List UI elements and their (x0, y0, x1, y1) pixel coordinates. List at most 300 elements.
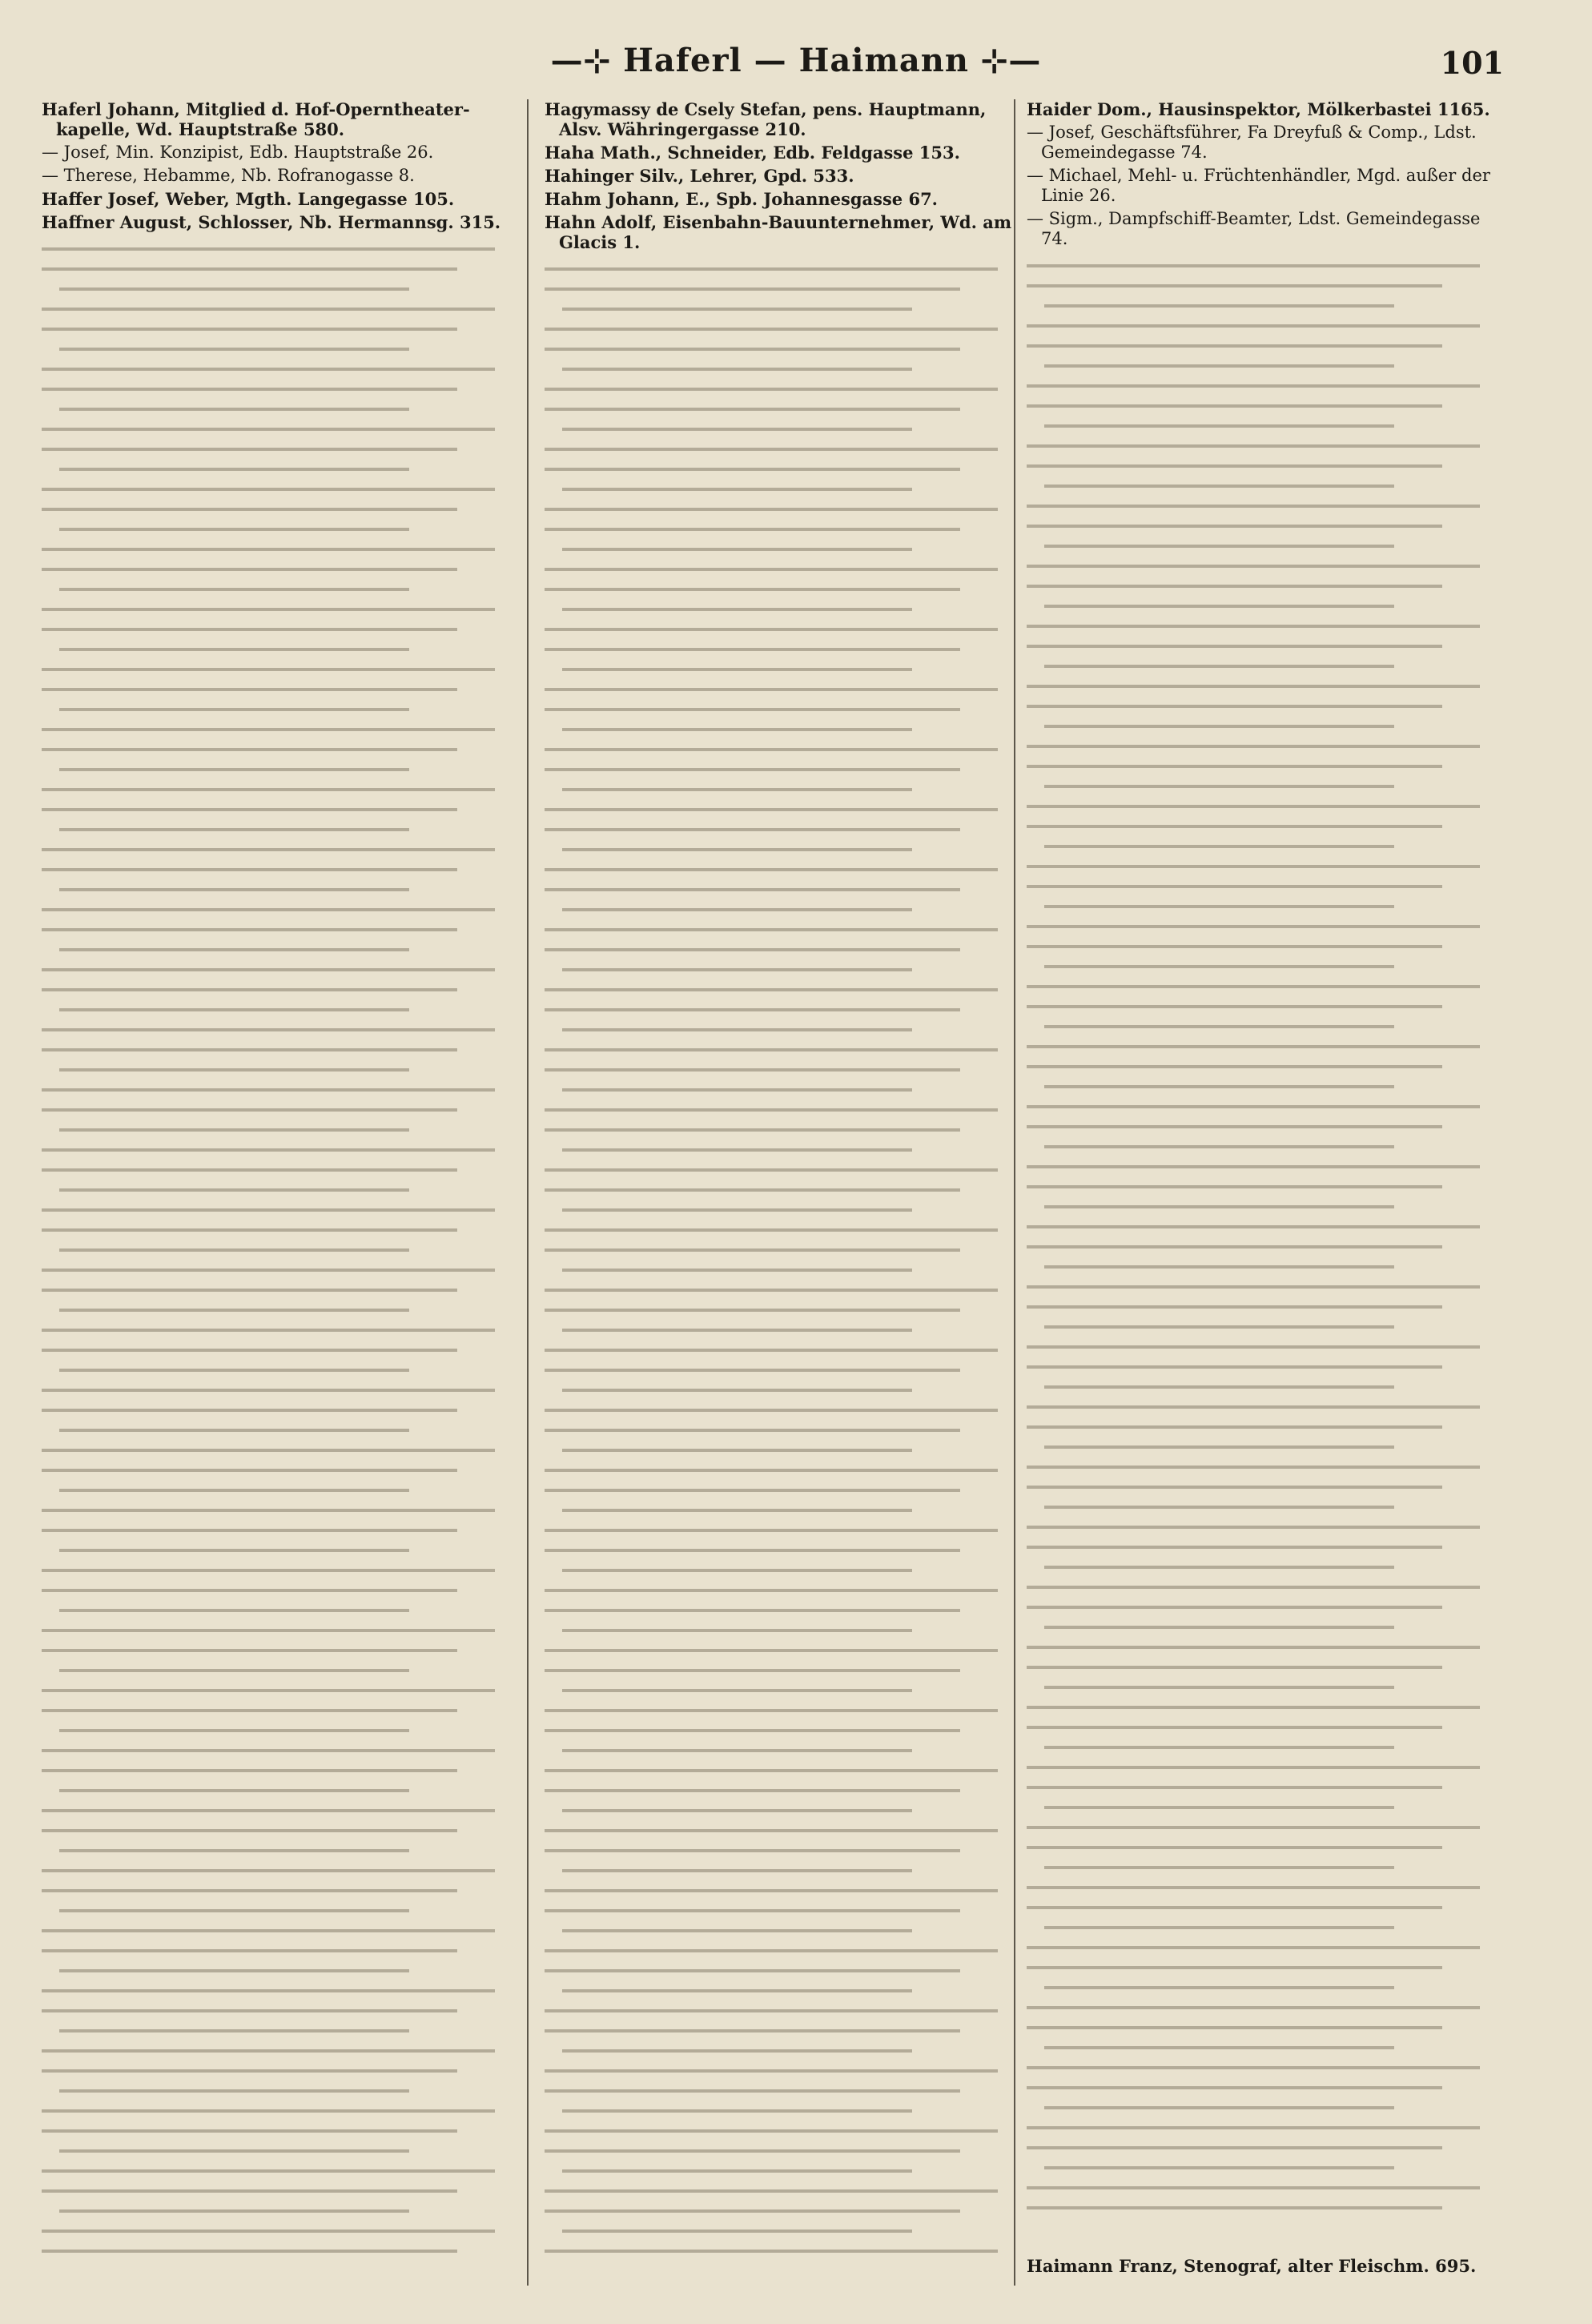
text-line (545, 359, 1017, 379)
text-line (42, 1680, 514, 1700)
text-line (42, 299, 514, 319)
text-line (1027, 556, 1499, 576)
text-line (1027, 1196, 1499, 1216)
text-line (42, 1280, 514, 1300)
text-line (42, 879, 514, 899)
text-line (1027, 2197, 1499, 2217)
text-line (42, 899, 514, 919)
text-line (545, 499, 1017, 519)
text-line (1027, 1457, 1499, 1477)
text-line (42, 419, 514, 439)
text-line (42, 279, 514, 299)
text-line (1027, 1817, 1499, 1837)
text-line (545, 939, 1017, 959)
text-line (1027, 316, 1499, 336)
text-line (545, 899, 1017, 919)
text-line (1027, 1236, 1499, 1256)
text-line (545, 919, 1017, 939)
text-line (1027, 856, 1499, 876)
text-line (42, 1019, 514, 1039)
text-line (1027, 2077, 1499, 2097)
text-line (545, 1480, 1017, 1500)
text-line (545, 1019, 1017, 1039)
text-line (42, 1440, 514, 1460)
text-line (545, 319, 1017, 339)
text-line (42, 619, 514, 639)
directory-entry: Haferl Johann, Mitglied d. Hof-Operntheater-kapelle, Wd. Hauptstraße 580. (42, 99, 470, 139)
text-line (545, 839, 1017, 859)
directory-column-middle (545, 99, 1017, 2286)
directory-entry: Hagymassy de Csely Stefan, pens. Hauptmann, Alsv. Währingergasse 210. (545, 99, 987, 139)
column-divider (527, 99, 529, 2286)
text-line (1027, 1677, 1499, 1697)
page-number: 101 (1440, 45, 1504, 81)
text-line (1027, 436, 1499, 456)
directory-entry: Hahinger Silv., Lehrer, Gpd. 533. (545, 166, 854, 186)
directory-entry: — Sigm., Dampfschiff-Beamter, Ldst. Gemeindegasse 74. (1027, 209, 1481, 248)
text-line (545, 1500, 1017, 1520)
text-line (545, 1780, 1017, 1800)
text-line (1027, 1977, 1499, 1997)
text-line (545, 779, 1017, 799)
text-line (1027, 456, 1499, 476)
text-line (545, 399, 1017, 419)
text-line (545, 2141, 1017, 2161)
text-line (545, 719, 1017, 739)
text-line (1027, 1657, 1499, 1677)
text-line (42, 239, 514, 259)
text-line (1027, 976, 1499, 996)
text-line (42, 1640, 514, 1660)
text-line (545, 2161, 1017, 2181)
text-line (1027, 1597, 1499, 1617)
text-line (545, 1160, 1017, 1180)
directory-column-right (1027, 99, 1499, 2286)
text-line (1027, 1036, 1499, 1056)
text-line (1027, 1877, 1499, 1897)
text-line (42, 1160, 514, 1180)
text-line (42, 1960, 514, 1980)
text-line (42, 1560, 514, 1580)
text-line (545, 1960, 1017, 1980)
text-line (1027, 2057, 1499, 2077)
text-line (1027, 1297, 1499, 1317)
text-line (42, 1360, 514, 1380)
directory-entry: — Therese, Hebamme, Nb. Rofranogasse 8. (42, 166, 415, 185)
text-line (545, 1600, 1017, 1620)
text-line (1027, 916, 1499, 936)
text-line (42, 739, 514, 759)
text-line (545, 1560, 1017, 1580)
text-line (545, 1180, 1017, 1200)
text-line (42, 319, 514, 339)
text-line (42, 1740, 514, 1760)
text-line (42, 2161, 514, 2181)
text-line (1027, 1397, 1499, 1417)
text-line (1027, 1757, 1499, 1777)
text-line (42, 1059, 514, 1080)
text-line (545, 519, 1017, 539)
text-line (1027, 1176, 1499, 1196)
text-line (545, 1800, 1017, 1820)
text-line (545, 379, 1017, 399)
text-line (545, 2201, 1017, 2221)
text-line (545, 339, 1017, 359)
text-line (1027, 2097, 1499, 2117)
text-line (42, 1400, 514, 1420)
text-line (545, 2020, 1017, 2041)
text-line (42, 2141, 514, 2161)
text-line (1027, 816, 1499, 836)
text-line (1027, 896, 1499, 916)
text-line (1027, 996, 1499, 1016)
text-line (1027, 576, 1499, 596)
text-line (545, 599, 1017, 619)
text-line (545, 419, 1017, 439)
text-line (1027, 836, 1499, 856)
text-line (42, 519, 514, 539)
text-line (545, 1240, 1017, 1260)
text-line (545, 1340, 1017, 1360)
text-line (545, 1760, 1017, 1780)
text-line (42, 1940, 514, 1960)
directory-entry: Hahm Johann, E., Spb. Johannesgasse 67. (545, 189, 938, 209)
text-line (1027, 336, 1499, 356)
text-line (545, 1720, 1017, 1740)
text-line (42, 799, 514, 819)
text-line (1027, 1957, 1499, 1977)
text-line (1027, 1357, 1499, 1377)
text-line (42, 1180, 514, 1200)
text-line (1027, 936, 1499, 956)
text-line (42, 1800, 514, 1820)
text-line (42, 1620, 514, 1640)
text-line (1027, 2157, 1499, 2177)
text-line (545, 1300, 1017, 1320)
text-lines (1027, 255, 1499, 2217)
text-line (42, 1480, 514, 1500)
text-line (42, 1660, 514, 1680)
text-line (42, 2000, 514, 2020)
text-line (1027, 636, 1499, 656)
text-line (42, 2081, 514, 2101)
text-line (545, 1860, 1017, 1880)
text-line (42, 2181, 514, 2201)
text-line (545, 2221, 1017, 2241)
directory-entry: Haimann Franz, Stenograf, alter Fleischm. 695. (1027, 2256, 1477, 2276)
text-line (545, 1640, 1017, 1660)
text-line (545, 699, 1017, 719)
text-line (42, 399, 514, 419)
text-line (545, 1740, 1017, 1760)
text-line (1027, 1096, 1499, 1116)
text-line (545, 479, 1017, 499)
text-line (42, 359, 514, 379)
text-line (1027, 1537, 1499, 1557)
text-line (1027, 1937, 1499, 1957)
text-line (545, 1100, 1017, 1120)
text-lines (42, 239, 514, 2261)
text-line (1027, 1997, 1499, 2017)
text-line (42, 659, 514, 679)
text-line (1027, 1016, 1499, 1036)
text-line (1027, 616, 1499, 636)
text-line (1027, 716, 1499, 736)
text-line (42, 779, 514, 799)
text-line (42, 2041, 514, 2061)
directory-entry: Haha Math., Schneider, Edb. Feldgasse 153. (545, 143, 960, 163)
text-line (545, 559, 1017, 579)
text-line (545, 1280, 1017, 1300)
text-line (545, 1700, 1017, 1720)
text-line (545, 1980, 1017, 2000)
text-line (42, 699, 514, 719)
text-line (42, 499, 514, 519)
text-line (42, 1840, 514, 1860)
text-line (1027, 516, 1499, 536)
text-line (42, 539, 514, 559)
text-line (1027, 1256, 1499, 1277)
text-line (42, 2241, 514, 2261)
text-line (1027, 1697, 1499, 1717)
text-line (545, 1320, 1017, 1340)
directory-entry: Haffner August, Schlosser, Nb. Hermannsg. 315. (42, 212, 501, 232)
text-line (1027, 396, 1499, 416)
text-line (42, 859, 514, 879)
text-line (1027, 656, 1499, 676)
text-line (545, 659, 1017, 679)
directory-entry: — Michael, Mehl- u. Früchtenhändler, Mgd. außer der Linie 26. (1027, 166, 1490, 205)
text-line (42, 2061, 514, 2081)
text-line (42, 439, 514, 459)
text-line (42, 2101, 514, 2121)
text-line (1027, 1917, 1499, 1937)
text-line (1027, 1737, 1499, 1757)
text-line (545, 1880, 1017, 1900)
text-line (42, 1039, 514, 1059)
text-line (42, 1980, 514, 2000)
text-line (42, 919, 514, 939)
text-line (545, 1200, 1017, 1220)
text-line (545, 619, 1017, 639)
text-line (545, 1220, 1017, 1240)
text-line (42, 979, 514, 999)
text-line (1027, 1076, 1499, 1096)
text-line (1027, 736, 1499, 756)
text-line (545, 1820, 1017, 1840)
text-line (545, 1940, 1017, 1960)
text-line (545, 2041, 1017, 2061)
text-line (1027, 1777, 1499, 1797)
text-line (1027, 776, 1499, 796)
text-line (1027, 1617, 1499, 1637)
text-line (42, 1860, 514, 1880)
text-line (545, 299, 1017, 319)
text-line (1027, 1517, 1499, 1537)
text-line (545, 999, 1017, 1019)
text-line (42, 1460, 514, 1480)
text-line (42, 1100, 514, 1120)
text-line (1027, 876, 1499, 896)
text-line (545, 2000, 1017, 2020)
text-line (545, 2241, 1017, 2261)
text-line (1027, 1577, 1499, 1597)
text-line (1027, 1116, 1499, 1136)
text-line (1027, 1417, 1499, 1437)
text-line (42, 1520, 514, 1540)
text-line (42, 719, 514, 739)
text-line (42, 1920, 514, 1940)
text-line (1027, 416, 1499, 436)
text-line (545, 1540, 1017, 1560)
text-line (42, 1780, 514, 1800)
text-line (42, 1500, 514, 1520)
text-line (1027, 2137, 1499, 2157)
text-line (1027, 376, 1499, 396)
text-line (545, 1120, 1017, 1140)
text-line (545, 1059, 1017, 1080)
text-line (545, 1460, 1017, 1480)
text-line (42, 1220, 514, 1240)
text-line (1027, 1156, 1499, 1176)
text-line (42, 559, 514, 579)
text-line (545, 1140, 1017, 1160)
text-line (1027, 2177, 1499, 2197)
text-line (1027, 796, 1499, 816)
text-line (545, 959, 1017, 979)
text-line (1027, 1377, 1499, 1397)
text-line (42, 2201, 514, 2221)
text-line (545, 1260, 1017, 1280)
directory-column-left (42, 99, 514, 2286)
text-line (1027, 1337, 1499, 1357)
text-line (1027, 1056, 1499, 1076)
text-line (1027, 255, 1499, 275)
text-line (42, 1140, 514, 1160)
text-line (42, 1700, 514, 1720)
text-line (545, 679, 1017, 699)
text-line (1027, 1497, 1499, 1517)
text-line (1027, 1277, 1499, 1297)
text-line (1027, 596, 1499, 616)
directory-entry: — Josef, Geschäftsführer, Fa Dreyfuß & Comp., Ldst. Gemeindegasse 74. (1027, 123, 1477, 162)
text-line (545, 1420, 1017, 1440)
text-line (42, 1240, 514, 1260)
text-line (42, 639, 514, 659)
text-line (42, 479, 514, 499)
text-line (1027, 696, 1499, 716)
text-line (42, 1120, 514, 1140)
text-line (545, 1580, 1017, 1600)
text-line (42, 2121, 514, 2141)
text-line (42, 1900, 514, 1920)
text-line (545, 979, 1017, 999)
text-line (42, 2221, 514, 2241)
text-line (1027, 496, 1499, 516)
text-line (545, 2101, 1017, 2121)
directory-entry: Haffer Josef, Weber, Mgth. Langegasse 105. (42, 189, 455, 209)
text-line (545, 1039, 1017, 1059)
text-line (42, 1580, 514, 1600)
text-line (1027, 476, 1499, 496)
text-line (1027, 956, 1499, 976)
directory-entry: — Josef, Min. Konzipist, Edb. Hauptstraße 26. (42, 143, 434, 162)
text-line (1027, 676, 1499, 696)
text-line (545, 1900, 1017, 1920)
text-line (1027, 536, 1499, 556)
text-line (42, 999, 514, 1019)
text-line (1027, 2117, 1499, 2137)
text-line (545, 1920, 1017, 1940)
text-line (1027, 1797, 1499, 1817)
text-line (42, 939, 514, 959)
text-line (545, 1400, 1017, 1420)
text-line (1027, 356, 1499, 376)
text-line (545, 2061, 1017, 2081)
text-line (42, 959, 514, 979)
text-line (545, 459, 1017, 479)
text-line (1027, 2017, 1499, 2037)
text-line (545, 639, 1017, 659)
text-line (42, 1820, 514, 1840)
text-line (545, 759, 1017, 779)
text-line (42, 1760, 514, 1780)
text-line (42, 2020, 514, 2041)
text-line (42, 1340, 514, 1360)
text-line (42, 1540, 514, 1560)
text-line (545, 879, 1017, 899)
text-line (545, 2181, 1017, 2201)
text-line (1027, 1317, 1499, 1337)
text-line (42, 679, 514, 699)
text-line (545, 2121, 1017, 2141)
text-line (1027, 1897, 1499, 1917)
text-line (545, 1840, 1017, 1860)
text-line (42, 379, 514, 399)
text-line (42, 1200, 514, 1220)
text-line (1027, 1717, 1499, 1737)
text-line (545, 2081, 1017, 2101)
text-line (42, 339, 514, 359)
text-line (42, 1300, 514, 1320)
text-line (42, 1420, 514, 1440)
text-line (1027, 296, 1499, 316)
text-line (42, 599, 514, 619)
text-line (42, 1720, 514, 1740)
text-line (42, 1080, 514, 1100)
text-line (42, 1320, 514, 1340)
text-line (545, 799, 1017, 819)
text-line (1027, 1637, 1499, 1657)
text-line (545, 259, 1017, 279)
text-line (545, 1680, 1017, 1700)
text-line (545, 1360, 1017, 1380)
text-line (42, 759, 514, 779)
text-line (545, 1080, 1017, 1100)
text-line (545, 859, 1017, 879)
text-line (545, 439, 1017, 459)
directory-entry: Haider Dom., Hausinspektor, Mölkerbastei 1165. (1027, 99, 1490, 119)
text-line (545, 1520, 1017, 1540)
text-line (1027, 275, 1499, 296)
text-line (42, 839, 514, 859)
text-line (42, 819, 514, 839)
page-header (0, 42, 1592, 90)
text-line (1027, 756, 1499, 776)
text-line (545, 539, 1017, 559)
text-line (1027, 1136, 1499, 1156)
text-line (1027, 1837, 1499, 1857)
